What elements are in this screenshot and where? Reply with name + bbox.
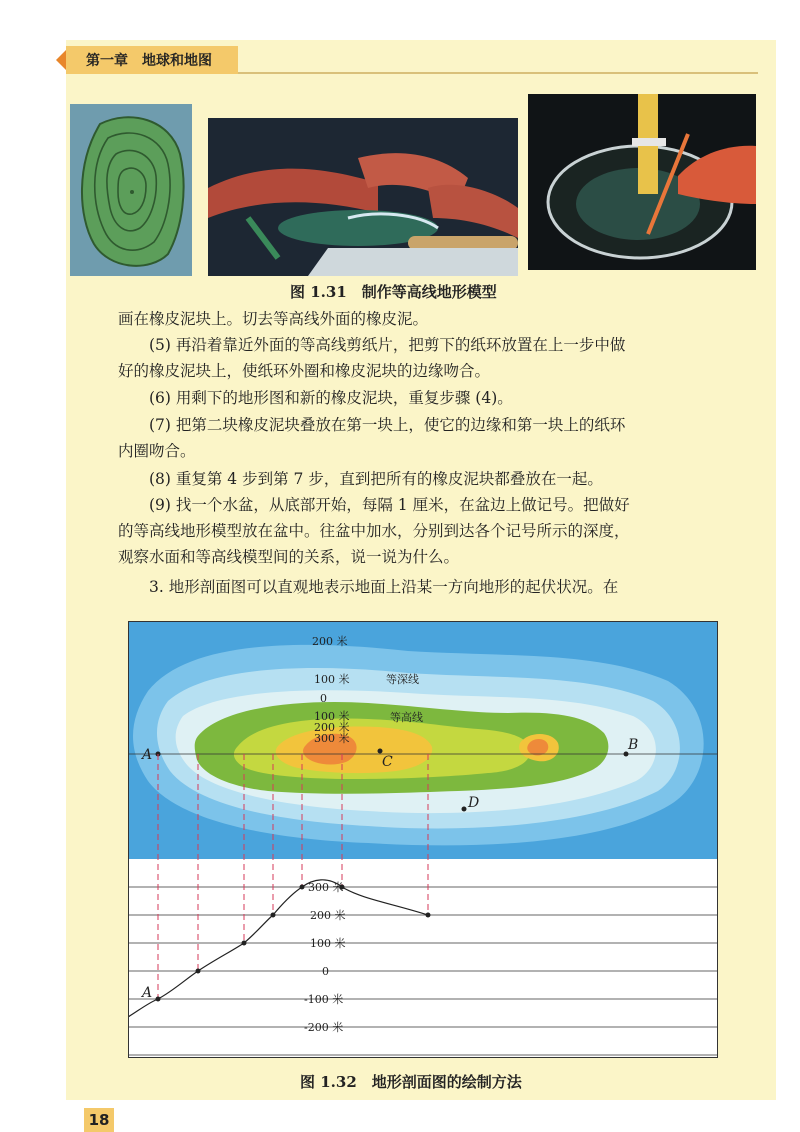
paragraph-line-6: 内圈吻合。 [118,442,196,460]
contour-map-drawing [70,104,192,276]
contour-label: 等高线 [390,711,423,724]
page-number: 18 [84,1108,114,1132]
point-d-dot [462,807,467,812]
cutting-clay-scene [208,118,518,276]
paragraph-line-3: 好的橡皮泥块上，使纸环外圈和橡皮泥块的边缘吻合。 [118,362,491,380]
paragraph-line-11: 3. 地形剖面图可以直观地表示地面上沿某一方向地形的起伏状况。在 [149,578,619,596]
depth-label-0: 0 [320,692,327,705]
profile-label-0: 0 [322,965,329,978]
paragraph-line-10: 观察水面和等高线模型间的关系，说一说为什么。 [118,548,460,566]
depth-label-200: 200 米 [312,635,348,648]
figure-132-caption: 图 1.32 地形剖面图的绘制方法 [300,1073,522,1091]
height-label-200: 200 米 [314,721,350,734]
paragraph-line-9: 的等高线地形模型放在盆中。往盆中加水，分别到达各个记号所示的深度， [118,522,630,540]
profile-label-200: 200 米 [310,909,346,922]
chapter-title: 第一章 地球和地图 [86,53,212,69]
paragraph-line-8: (9) 找一个水盆，从底部开始，每隔 1 厘米，在盆边上做记号。把做好 [149,496,630,514]
profile-label-100: 100 米 [310,937,346,950]
profile-label-300: 300 米 [308,881,344,894]
photo-cutting-clay [208,118,518,276]
point-c-dot [378,749,383,754]
figure-131-caption: 图 1.31 制作等高线地形模型 [290,283,497,301]
height-label-300: 300 米 [314,732,350,745]
isobath-label: 等深线 [386,673,419,686]
paragraph-line-7: (8) 重复第 4 步到第 7 步，直到把所有的橡皮泥块都叠放在一起。 [149,470,603,488]
depth-label-100: 100 米 [314,673,350,686]
point-d-label: D [468,795,480,811]
height-label-100: 100 米 [314,710,350,723]
profile-background [128,859,718,1058]
point-b-label: B [628,737,639,753]
header-rule [238,72,758,74]
paragraph-line-5: (7) 把第二块橡皮泥块叠放在第一块上，使它的边缘和第一块上的纸环 [149,416,626,434]
water-basin-scene [528,94,756,270]
photo-water-basin [528,94,756,270]
photo-contour-map [70,104,192,276]
contour-map [128,621,718,859]
profile-point-a-label: A [142,985,153,1001]
point-a-label: A [142,747,153,763]
paragraph-line-4: (6) 用剩下的地形图和新的橡皮泥块，重复步骤 (4)。 [149,389,513,407]
paragraph-line-1: 画在橡皮泥块上。切去等高线外面的橡皮泥。 [118,310,429,328]
profile-label-minus-200: -200 米 [304,1021,344,1034]
point-c-label: C [382,754,393,770]
profile-label-minus-100: -100 米 [304,993,344,1006]
paragraph-line-2: (5) 再沿着靠近外面的等高线剪纸片，把剪下的纸环放置在上一步中做 [149,336,626,354]
topographic-profile-figure [128,621,718,1058]
